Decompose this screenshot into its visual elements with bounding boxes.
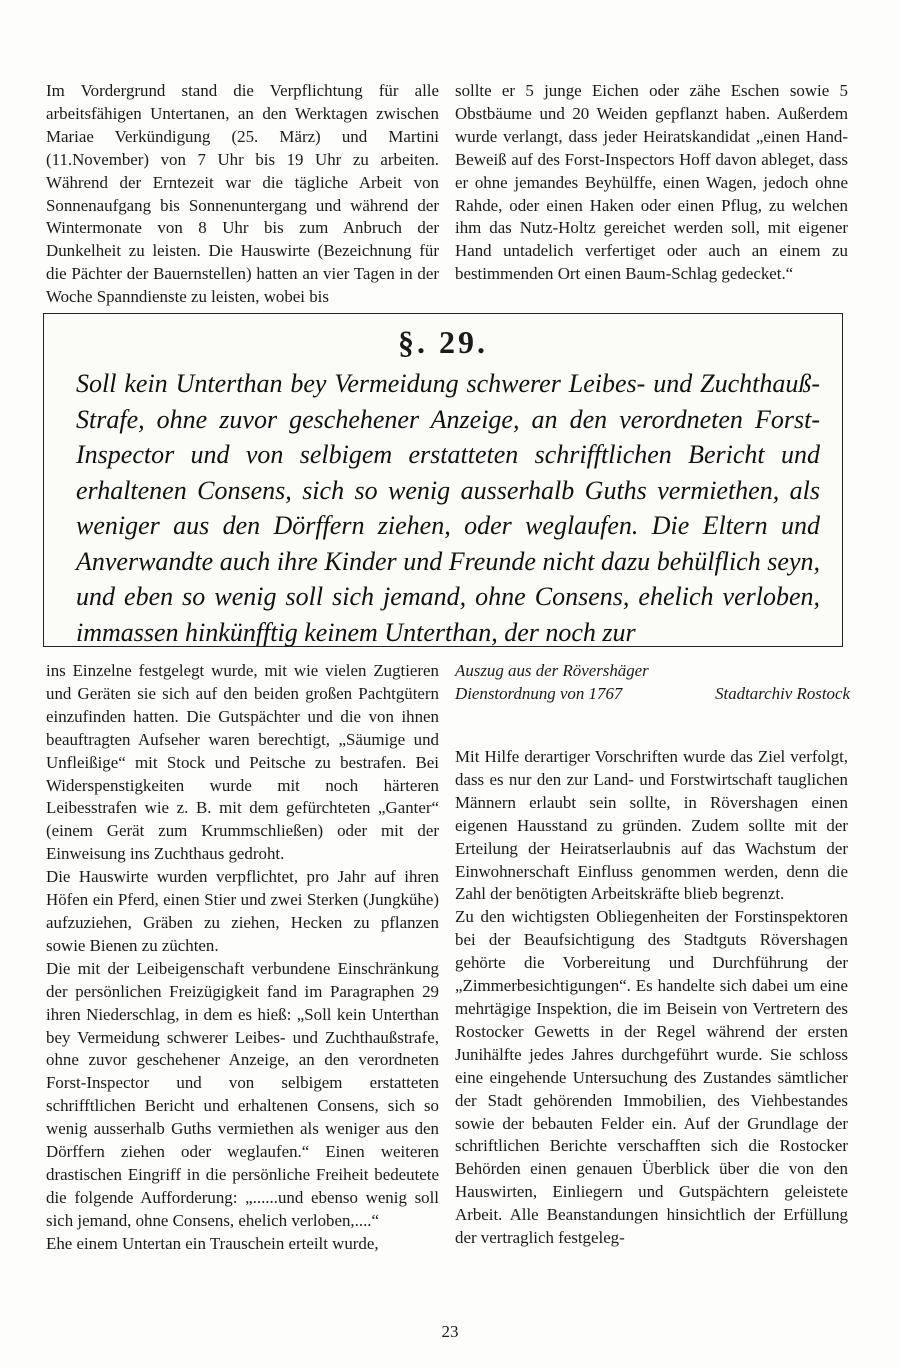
top-right-column: [455, 80, 848, 286]
caption-source: Stadtarchiv Rostock: [715, 683, 850, 703]
paragraph: Im Vordergrund stand die Verpflichtung für alle arbeitsfähigen Untertanen, an den Werktagen zwischen Mariae Verkündigung (25. März) und Martini (11.November) von 7 Uhr bis 19 Uhr zu arbeiten. Während der Erntezeit war die tägliche Arbeit von Sonnenaufgang bis Sonnenuntergang und während der Wintermonate von 8 Uhr bis zum Anbruch der Dunkelheit zu leisten. Die Hauswirte (Bezeichnung für die Pächter der Bauernstellen) hatten an vier Tagen in der Woche Spanndienste zu leisten, wobei bis: [46, 81, 439, 307]
paragraph: ins Einzelne festgelegt wurde, mit wie vielen Zugtieren und Geräten sie sich auf den beiden großen Pachtgütern einzufinden hatten. Die Gutspächter und die von ihnen beauftragten Aufseher waren berechtigt, „Säumige und Unfleißige“ mit Stock und Peitsche zu bestrafen. Bei Widerspenstigkeiten wurde mit noch härteren Leibesstrafen wie z. B. mit dem gefürchteten „Ganter“ (einem Gerät zum Krummschließen) oder mit der Einweisung ins Zuchthaus gedroht.: [46, 661, 439, 864]
bottom-right-column: [455, 746, 848, 1250]
figure-caption: [455, 660, 850, 706]
paragraph: Die Hauswirte wurden verpflichtet, pro Jahr auf ihren Höfen ein Pferd, einen Stier und zwei Sterken (Jungkühe) aufzuziehen, Gräben zu ziehen, Hecken zu pflanzen sowie Bienen zu züchten.: [46, 867, 439, 955]
paragraph: Zu den wichtigsten Obliegenheiten der Forstinspektoren bei der Beaufsichtigung des Stadtguts Rövershagen gehörte die Vorbereitung und Durchführung der „Zimmerbesichtigungen“. Es handelte sich dabei um eine mehrtägige Inspektion, die im Beisein von Vertretern des Rostocker Gewetts in der Regel während der ersten Junihälfte jedes Jahres durchgeführt wurde. Sie schloss eine eingehende Untersuchung des Zustandes sämtlicher der Stadt gehörenden Immobilien, des Viehbestandes sowie der bebauten Felder ein. Auf der Grundlage der schriftlichen Berichte verschafften sich die Rostocker Behörden einen genauen Überblick über die von den Hauswirten, Einliegern und Gutspächtern geleistete Arbeit. Alle Beanstandungen hinsichtlich der Erfüllung der vertraglich festgeleg-: [455, 907, 848, 1248]
paragraph: Mit Hilfe derartiger Vorschriften wurde das Ziel verfolgt, dass es nur den zur Land- und Forstwirtschaft tauglichen Männern erlaubt sein sollte, in Rövershagen einen eigenen Hausstand zu gründen. Zudem sollte mit der Erteilung der Heiratserlaubnis auf das Wachstum der Einwohnerschaft Einfluss genommen werden, denn die Zahl der benötigten Arbeitskräfte blieb begrenzt.: [455, 747, 848, 904]
historical-document-facsimile: [43, 313, 843, 647]
facsimile-heading: §. 29.: [398, 324, 488, 360]
paragraph: Ehe einem Untertan ein Trauschein erteilt wurde,: [46, 1233, 379, 1253]
caption-line: Dienstordnung von 1767: [455, 683, 623, 703]
paragraph: Die mit der Leibeigenschaft verbundene Einschränkung der persönlichen Freizügigkeit fand im Paragraphen 29 ihren Niederschlag, in dem es hieß: „Soll kein Unterthan bey Vermeidung schwerer Leibes- und Zuchthaußstrafe, ohne zuvor geschehener Anzeige, an den verordneten Forst-Inspector und von selbigem erstatteten schrifftlichen Bericht und erhaltenen Consens, sich so wenig ausserhalb Guths vermiethen als weniger aus den Dörffern ziehen oder weglaufen.“ Einen weiteren drastischen Eingriff in die persönliche Freiheit bedeutete die folgende Aufforderung: „......und ebenso wenig soll sich jemand, ohne Consens, ehelich verloben,....“: [46, 958, 439, 1230]
bottom-left-column: [46, 660, 439, 1256]
paragraph: sollte er 5 junge Eichen oder zähe Eschen sowie 5 Obstbäume und 20 Weiden gepflanzt haben. Außerdem wurde verlangt, dass jeder Heiratskandidat „einen Hand-Beweiß auf des Forst-Inspectors Hoff davon ableget, dass er ohne jemandes Beyhülffe, einen Wagen, jedoch ohne Rahde, oder einen Haken oder einen Pflug, zu welchen ihm das Nutz-Holtz gereichet werden soll, mit eigener Hand untadelich verfertiget oder auch an einem zu bestimmenden Ort einen Baum-Schlag gedecket.“: [455, 81, 848, 284]
caption-line: Auszug aus der Rövershäger: [455, 661, 649, 680]
facsimile-text: Soll kein Unterthan bey Vermeidung schwerer Leibes- und Zuchthauß-Strafe, ohne zuvor geschehener Anzeige, an den verordneten Forst-Inspector und von selbigem erstatteten schrifftlichen Bericht und erhaltenen Consens, sich so wenig ausserhalb Guths vermiethen, als weniger aus den Dörffern ziehen, oder weglaufen. Die Eltern und Anverwandte auch ihre Kinder und Freunde nicht dazu behülflich seyn, und eben so wenig soll sich jemand, ohne Consens, ehelich verloben, immassen hinkünfftig keinem Unterthan, der noch zur: [76, 369, 820, 647]
page-number: 23: [441, 1322, 459, 1341]
top-left-column: [46, 80, 439, 309]
